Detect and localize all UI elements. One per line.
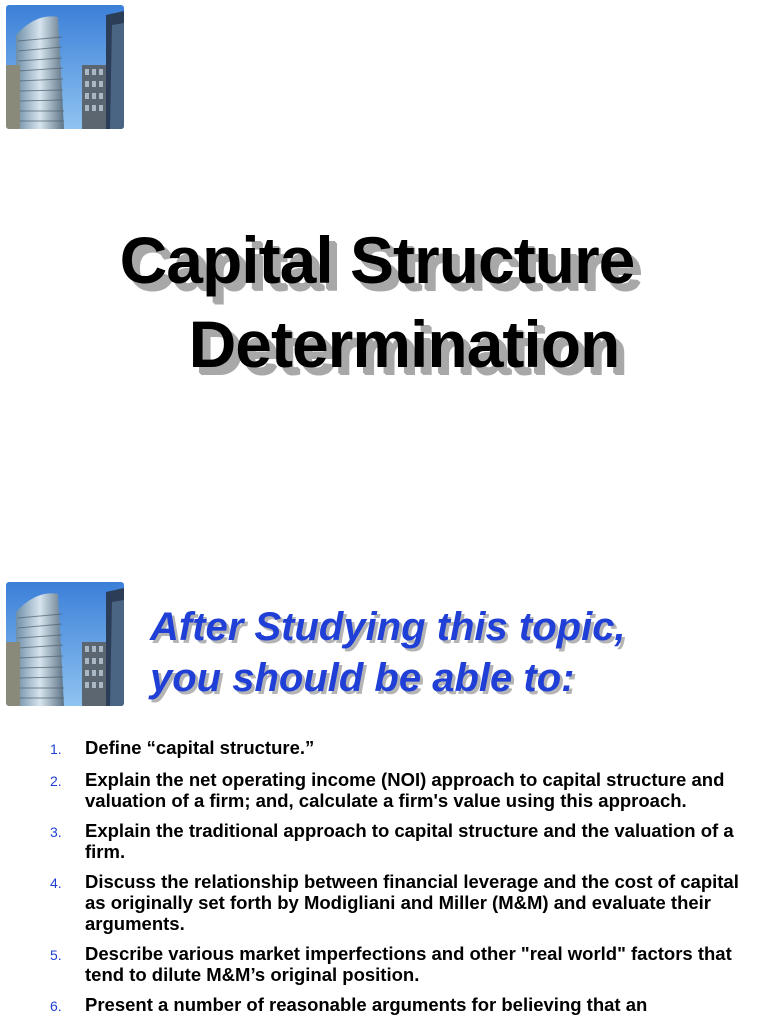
objective-number: 4. (50, 875, 62, 891)
objective-text: Explain the traditional approach to capital structure and the valuation of a firm. (85, 820, 734, 862)
objective-text: Discuss the relationship between financial leverage and the cost of capital as originally set forth by Modigliani and Miller (M&M) and evaluate their arguments. (85, 871, 739, 934)
objective-number: 3. (50, 824, 62, 840)
objective-number: 2. (50, 773, 62, 789)
heading-line-2: you should be able to: (150, 656, 575, 700)
title-line-2: Determination (188, 307, 620, 381)
heading-line-1: After Studying this topic, (150, 605, 626, 649)
objective-item (50, 769, 750, 811)
objective-item (50, 737, 750, 760)
building-photo-icon (6, 5, 124, 129)
title-line-1: Capital Structure (119, 223, 635, 297)
objective-number: 1. (50, 741, 62, 757)
objective-text: Explain the net operating income (NOI) approach to capital structure and valuation of a firm; and, calculate a firm's value using this approach. (85, 769, 725, 811)
objective-item (50, 943, 750, 985)
objective-text: Define “capital structure.” (85, 737, 315, 758)
objective-text: Describe various market imperfections and other "real world" factors that tend to dilute M&M’s original position. (85, 943, 732, 985)
objectives-heading (150, 602, 750, 704)
objective-number: 6. (50, 998, 62, 1014)
objectives-list (50, 737, 750, 1024)
slide-title (0, 218, 768, 386)
objective-item (50, 994, 750, 1017)
objective-item (50, 820, 750, 862)
building-photo-icon (6, 582, 124, 706)
objective-number: 5. (50, 947, 62, 963)
objective-item (50, 871, 750, 934)
objective-text: Present a number of reasonable arguments for believing that an (85, 994, 648, 1015)
